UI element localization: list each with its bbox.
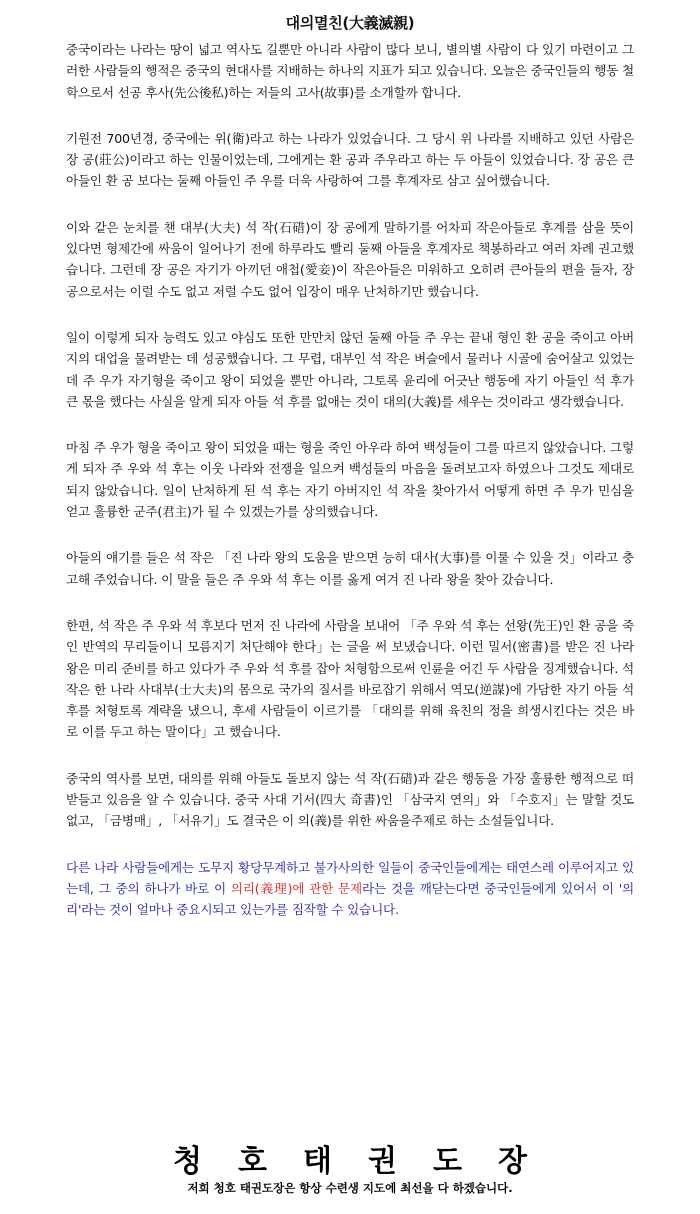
dojang-slogan: 저희 청호 태권도장은 항상 수련생 지도에 최선을 다 하겠습니다.	[187, 1181, 513, 1195]
paragraph-8: 중국의 역사를 보면, 대의를 위해 아들도 돌보지 않는 석 작(石碏)과 같은 행동을 가장 훌륭한 행적으로 떠받들고 있음을 알 수 있습니다. 중국 사대 기서(四大 奇書)인 「삼국지 연의」와 「수호지」는 말할 것도 없고, 「금병매」, 「서유기」도 결국은 이 의(義)를 위한 싸움을주제로 하는 소설들입니다.	[66, 770, 634, 829]
paragraph-7: 한편, 석 작은 주 우와 석 후보다 먼저 진 나라에 사람을 보내어 「주 우와 석 후는 선왕(先王)인 환 공을 죽인 반역의 무리들이니 모름지기 처단해야 한다」는 글을 써 보냈습니다. 이런 밀서(密書)를 받은 진 나라 왕은 미리 준비를 하고 있다가 주 우와 석 후를 잡아 처형함으로써 인륜을 어긴 두 사람을 징계했습니다. 석 작은 한 나라 사대부(士大夫)의 몸으로 국가의 질서를 바로잡기 위해서 역모(逆謀)에 가담한 자기 아들 석 후를 처형토록 계략을 냈으니, 후세 사람들이 이르기를 「대의를 위해 육친의 정을 희생시킨다는 것은 바로 이를 두고 하는 말이다」고 했습니다.	[66, 617, 634, 740]
paragraph-6: 아들의 얘기를 들은 석 작은 「진 나라 왕의 도움을 받으면 능히 대사(大事)를 이룰 수 있을 것」이라고 충고해 주었습니다. 이 말을 들은 주 우와 석 후는 이를 옳게 여겨 진 나라 왕을 찾아 갔습니다.	[66, 550, 634, 587]
dojang-name: 청호태권도장	[173, 1144, 563, 1179]
closing-paragraph	[66, 857, 634, 921]
paragraph-5: 마침 주 우가 형을 죽이고 왕이 되었을 때는 형을 죽인 아우라 하여 백성들이 그를 따르지 않았습니다. 그렇게 되자 주 우와 석 후는 이웃 나라와 전쟁을 일으켜 백성들의 마음을 돌려보고자 하였으나 그것도 제대로 되지 않았습니다. 일이 난처하게 된 석 후는 자기 아버지인 석 작을 찾아가서 어떻게 하면 주 우가 민심을 얻고 훌륭한 군주(君主)가 될 수 있겠는가를 상의했습니다.	[66, 440, 634, 520]
closing-text-after: 라는 것을 깨닫는다면 중국인들에게 있어서 이 '의리'라는 것이 얼마나 중요시되고 있는가를 짐작할 수 있습니다.	[66, 880, 634, 918]
page-title: 대의멸친(大義滅親)	[285, 14, 415, 32]
closing-text-before: 다른 나라 사람들에게는 도무지 황당무계하고 불가사의한 일들이 중국인들에게는 태연스레 이루어지고 있는데, 그 중의 하나가 바로 이	[66, 859, 634, 896]
paragraph-1: 중국이라는 나라는 땅이 넓고 역사도 길뿐만 아니라 사람이 많다 보니, 별의별 사람이 다 있기 마련이고 그러한 사람들의 행적은 중국의 현대사를 지배하는 하나의 지표가 되고 있습니다. 오늘은 중국인들의 행동 철학으로서 선공 후사(先公後私)하는 저들의 고사(故事)를 소개할까 합니다.	[66, 42, 634, 100]
paragraph-2: 기원전 700년경, 중국에는 위(衛)라고 하는 나라가 있었습니다. 그 당시 위 나라를 지배하고 있던 사람은 장 공(莊公)이라고 하는 인물이었는데, 그에게는 환 공과 주우라고 하는 두 아들이 있었습니다. 장 공은 큰아들인 환 공 보다는 둘째 아들인 주 우를 더욱 사랑하여 그를 후계자로 삼고 싶어했습니다.	[66, 130, 634, 189]
paragraph-3: 이와 같은 눈치를 챈 대부(大夫) 석 작(石碏)이 장 공에게 말하기를 어차피 작은아들로 후계를 삼을 뜻이 있다면 형제간에 싸움이 일어나기 전에 하루라도 빨리 둘째 아들을 후계자로 책봉하라고 여러 차례 권고했습니다. 그런데 장 공은 자기가 아끼던 애첩(愛妾)이 작은아들은 미워하고 오히려 큰아들의 편을 들자, 장 공으로서는 이럴 수도 없고 저럴 수도 없어 입장이 매우 난처하기만 했습니다.	[66, 219, 634, 299]
article-body	[66, 39, 634, 946]
closing-highlight: 의리(義理)에 관한 문제	[230, 880, 362, 896]
paragraph-4: 일이 이렇게 되자 능력도 있고 야심도 또한 만만치 않던 둘째 아들 주 우는 끝내 형인 환 공을 죽이고 아버지의 대업을 물려받는 데 성공했습니다. 그 무렵, 대부인 석 작은 벼슬에서 물러나 시골에 숨어살고 있었는데 주 우가 자기형을 죽이고 왕이 되었을 뿐만 아니라, 그토록 윤리에 어긋난 행동에 자기 아들인 석 후가 큰 몫을 했다는 사실을 알게 되자 아들 석 후를 없애는 것이 대의(大義)를 세우는 것이라고 생각했습니다.	[66, 329, 634, 409]
